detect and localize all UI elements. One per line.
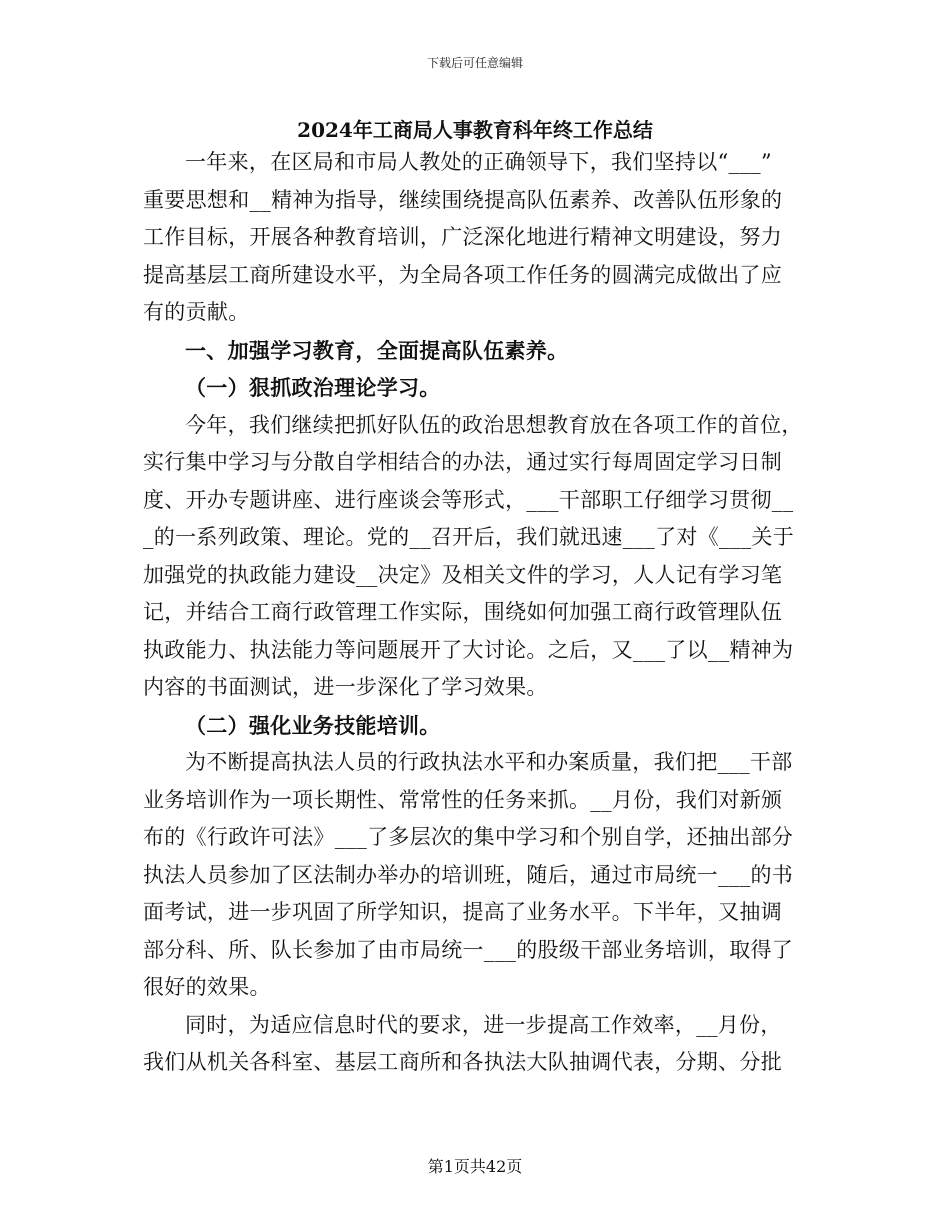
body-line: 执政能力、执法能力等问题展开了大讨论。之后，又___了以__精神为: [143, 637, 794, 662]
subsection-heading: （二）强化业务技能培训。: [185, 712, 441, 738]
body-line: 提高基层工商所建设水平，为全局各项工作任务的圆满完成做出了应: [143, 262, 782, 287]
body-line: 面考试，进一步巩固了所学知识，提高了业务水平。下半年，又抽调: [143, 900, 782, 924]
body-line: 为不断提高执法人员的行政执法水平和办案质量，我们把___干部: [185, 750, 793, 774]
body-line: 有的贡献。: [143, 300, 250, 324]
document-title: 2024年工商局人事教育科年终工作总结: [297, 118, 653, 142]
body-line: 布的《行政许可法》___了多层次的集中学习和个别自学，还抽出部分: [143, 825, 794, 849]
body-line: 我们从机关各科室、基层工商所和各执法大队抽调代表，分期、分批: [143, 1050, 782, 1074]
page-footer: 第1页共42页: [427, 1157, 523, 1176]
body-line: 重要思想和__精神为指导，继续围绕提高队伍素养、改善队伍形象的: [143, 187, 783, 212]
subsection-heading: （一）狠抓政治理论学习。: [185, 375, 441, 400]
body-line: 执法人员参加了区法制办举办的培训班，随后，通过市局统一___的书: [143, 862, 794, 887]
body-line: 记，并结合工商行政管理工作实际，围绕如何加强工商行政管理队伍: [143, 600, 782, 624]
body-line: 今年，我们继续把抓好队伍的政治思想教育放在各项工作的首位，: [185, 412, 803, 437]
page-header: 下载后可任意编辑: [426, 56, 523, 70]
body-line: 部分科、所、队长参加了由市局统一___的股级干部业务培训，取得了: [143, 937, 794, 962]
body-line: 内容的书面测试，进一步深化了学习效果。: [143, 675, 548, 699]
body-line: 同时，为适应信息时代的要求，进一步提高工作效率，__月份，: [185, 1012, 782, 1037]
section-heading: 一、加强学习教育，全面提高队伍素养。: [185, 337, 569, 363]
body-line: 很好的效果。: [143, 975, 271, 999]
body-line: 一年来，在区局和市局人教处的正确领导下，我们坚持以“___”: [185, 150, 772, 174]
body-line: 度、开办专题讲座、进行座谈会等形式，___干部职工仔细学习贯彻__: [143, 487, 794, 512]
body-line: 工作目标，开展各种教育培训，广泛深化地进行精神文明建设，努力: [143, 225, 782, 249]
body-line: 业务培训作为一项长期性、常常性的任务来抓。__月份，我们对新颁: [143, 787, 783, 812]
body-line: _的一系列政策、理论。党的__召开后，我们就迅速___了对《___关于: [143, 525, 794, 549]
body-line: 加强党的执政能力建设__决定》及相关文件的学习，人人记有学习笔: [143, 562, 783, 587]
document-body: [143, 144, 808, 1082]
body-line: 实行集中学习与分散自学相结合的办法，通过实行每周固定学习日制: [143, 450, 782, 474]
